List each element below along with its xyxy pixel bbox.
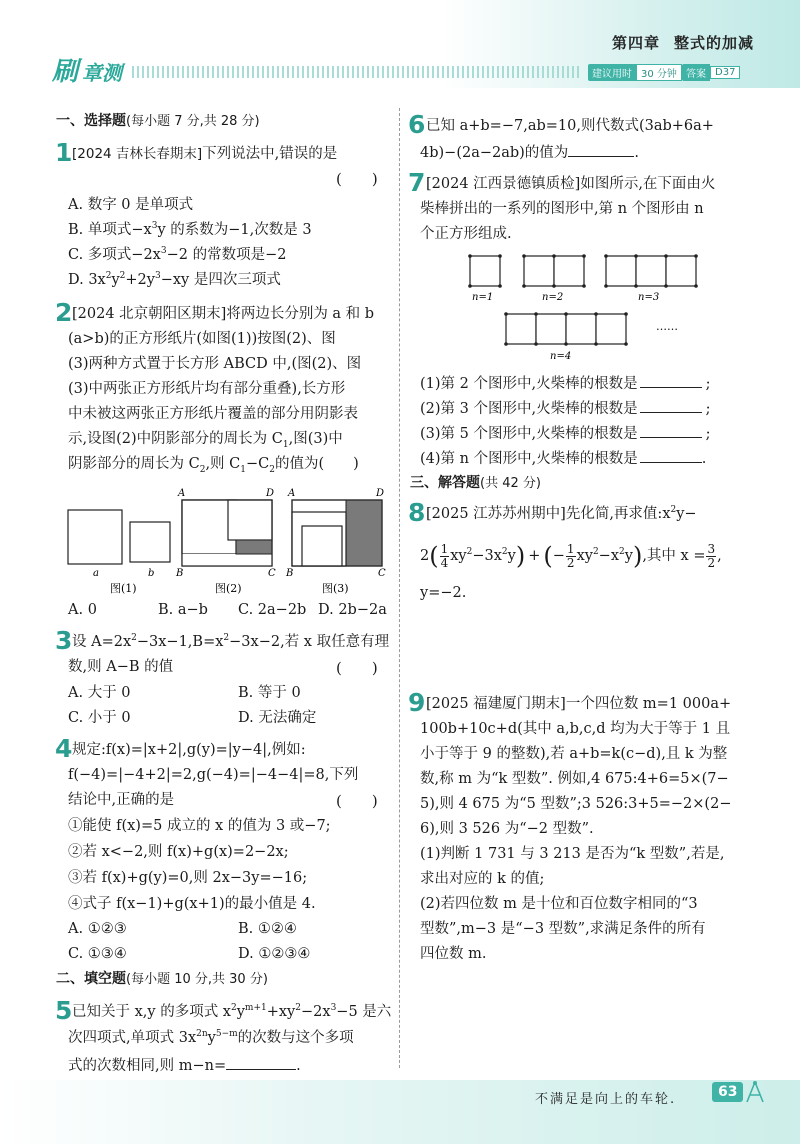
fig1-label-a: a xyxy=(93,568,99,579)
fig3-label-B: B xyxy=(286,568,294,579)
chapter-heading: 第四章 整式的加减 xyxy=(612,34,755,52)
q3-option-b[interactable]: B. 等于 0 xyxy=(238,685,301,701)
q2-option-a[interactable]: A. 0 xyxy=(68,602,97,618)
q3-line-2: 数,则 A−B 的值 xyxy=(68,659,174,675)
fig2-caption: 图(2) xyxy=(215,582,242,594)
logo-text: 章测 xyxy=(82,61,122,85)
q7-line-1: [2024 江西景德镇质检]如图所示,在下面由火 xyxy=(426,176,716,192)
label-ellipsis: …… xyxy=(656,320,678,333)
q7-blank-3[interactable] xyxy=(640,423,702,438)
q3-option-d[interactable]: D. 无法确定 xyxy=(238,710,317,726)
fig2-shade xyxy=(236,540,272,554)
label-n2: n=2 xyxy=(542,292,564,303)
question-number-3: 3 xyxy=(55,626,73,655)
q1-answer-paren[interactable]: ( ) xyxy=(336,170,378,188)
q9-line-1: [2025 福建厦门期末]一个四位数 m=1 000a+ xyxy=(426,696,732,712)
q1-option-c[interactable]: C. 多项式$-2x^3-2$ 的常数项是−2 xyxy=(68,246,287,263)
q4-option-c[interactable]: C. ①③④ xyxy=(68,946,127,962)
fig2-label-C: C xyxy=(268,568,276,579)
n4-squares xyxy=(596,314,626,344)
question-number-7: 7 xyxy=(408,168,426,197)
q9-line-6: 6),则 3 526 为“−2 型数”. xyxy=(420,821,594,837)
question-number-4: 4 xyxy=(55,734,73,763)
footer-motto: 不满足是向上的车轮. xyxy=(535,1092,677,1107)
q2-line-3: (3)两种方式置于长方形 ABCD 中,(图(2)、图 xyxy=(68,356,362,372)
q9-line-7: (1)判断 1 731 与 3 213 是否为“k 型数”,若是, xyxy=(420,846,725,862)
logo-char: 刷 xyxy=(52,57,79,87)
q2-line-4: (3)中两张正方形纸片均有部分重叠),长方形 xyxy=(68,381,346,397)
section-fill-title: 二、填空题(每小题 10 分,共 30 分) xyxy=(56,971,268,987)
q9-line-8: 求出对应的 k 的值; xyxy=(420,871,545,887)
q3-answer-paren[interactable]: ( ) xyxy=(336,659,378,677)
q2-option-c[interactable]: C. 2a−2b xyxy=(238,602,307,618)
page-number: 63 xyxy=(712,1082,743,1102)
frac-one-quarter: $\frac{1}{4}$ xyxy=(440,541,449,570)
q9-line-3: 小于等于 9 的整数),若 a+b=k(c−d),且 k 为整 xyxy=(420,746,728,762)
q5-line-2: 次四项式,单项式 $3x^{2n}y^{5-m}$的次数与这个多项 xyxy=(68,1029,354,1046)
section-choice-title: 一、选择题(每小题 7 分,共 28 分) xyxy=(56,113,260,129)
question-number-8: 8 xyxy=(408,498,426,527)
q8-line-3: y=−2. xyxy=(420,585,467,601)
fig3-label-A: A xyxy=(288,488,296,499)
fig2-label-D: D xyxy=(266,488,275,499)
q6-line-2: 4b)−(2a−2ab)的值为 . xyxy=(420,142,639,162)
question-number-6: 6 xyxy=(408,110,426,139)
q7-blank-4[interactable] xyxy=(640,448,702,463)
column-divider xyxy=(399,108,400,1068)
q4-answer-paren[interactable]: ( ) xyxy=(336,792,378,810)
q4-option-b[interactable]: B. ①②④ xyxy=(238,921,297,937)
q1-option-a[interactable]: A. 数字 0 是单项式 xyxy=(68,197,194,213)
q3-line-1: 设 $A=2x^2-3x-1,B=x^2-3x-2$,若 x 取任意有理 xyxy=(72,633,390,650)
q2-line-1: [2024 北京朝阳区期末]将两边长分别为 a 和 b xyxy=(72,306,375,322)
frac-one-half: $\frac{1}{2}$ xyxy=(566,541,575,570)
n3-squares xyxy=(666,256,696,286)
q5-line-1: 已知关于 x,y 的多项式 $x^2y^{m+1}+xy^2-2x^3-5$ 是六 xyxy=(72,1003,392,1020)
fig2-label-A: A xyxy=(178,488,186,499)
fig1-caption: 图(1) xyxy=(110,582,137,594)
q7-sub-2: (2)第 3 个图形中,火柴棒的根数是 ; xyxy=(420,398,710,418)
q7-sub-4: (4)第 n 个图形中,火柴棒的根数是 . xyxy=(420,448,706,468)
q4-statement-1: ①能使 f(x)=5 成立的 x 的值为 3 或−7; xyxy=(68,818,331,834)
question-number-9: 9 xyxy=(408,688,426,717)
n2-squares xyxy=(554,256,584,286)
dotted-rule xyxy=(132,66,580,78)
q7-blank-1[interactable] xyxy=(640,373,702,388)
q9-line-9: (2)若四位数 m 是十位和百位数字相同的“3 xyxy=(420,896,698,912)
q2-line-2: (a>b)的正方形纸片(如图(1))按图(2)、图 xyxy=(68,331,336,347)
fig1-square-b xyxy=(130,522,170,562)
q6-line-1: 已知 a+b=−7,ab=10,则代数式(3ab+6a+ xyxy=(426,118,714,134)
q2-option-d[interactable]: D. 2b−2a xyxy=(318,602,387,618)
suggested-time-tag: 建议用时 30 分钟 xyxy=(588,64,682,80)
q7-sub-1: (1)第 2 个图形中,火柴棒的根数是 ; xyxy=(420,373,710,393)
logo xyxy=(52,55,132,87)
answer-page-tag: 答案 D37 xyxy=(682,64,740,80)
q1-option-d[interactable]: D. $3x^2y^2+2y^3-xy$ 是四次三项式 xyxy=(68,271,281,288)
question-number-5: 5 xyxy=(55,996,73,1025)
q4-line-3: 结论中,正确的是 xyxy=(68,792,175,808)
fig3-label-C: C xyxy=(378,568,386,579)
q2-figures xyxy=(60,484,390,594)
q9-line-10: 型数”,m−3 是“−3 型数”,求满足条件的所有 xyxy=(420,921,706,937)
q9-line-11: 四位数 m. xyxy=(420,946,487,962)
footer-band xyxy=(0,1080,800,1144)
q7-blank-2[interactable] xyxy=(640,398,702,413)
q4-option-a[interactable]: A. ①②③ xyxy=(68,921,127,937)
compass-icon xyxy=(742,1080,768,1104)
q2-option-b[interactable]: B. a−b xyxy=(158,602,208,618)
q4-line-2: f(−4)=|−4+2|=2,g(−4)=|−4−4|=8,下列 xyxy=(68,767,359,783)
q3-option-c[interactable]: C. 小于 0 xyxy=(68,710,131,726)
q5-line-3: 式的次数相同,则 m−n= . xyxy=(68,1055,301,1075)
q5-answer-blank[interactable] xyxy=(226,1055,296,1070)
fig1-label-b: b xyxy=(148,568,155,579)
q2-line-5: 中未被这两张正方形纸片覆盖的部分用阴影表 xyxy=(68,406,358,422)
n1-square xyxy=(470,256,500,286)
q4-statement-4: ④式子 f(x−1)+g(x+1)的最小值是 4. xyxy=(68,896,316,912)
label-n1: n=1 xyxy=(472,292,494,303)
label-n3: n=3 xyxy=(638,292,660,303)
q8-expression: 2( $\frac{1}{4}$ $xy^2-3x^2y$) + (− $\frac{1}{2}$ $xy^2-x^2y$),其中 x = $\frac{3}{2}$ , xyxy=(420,541,722,570)
q7-line-3: 个正方形组成. xyxy=(420,226,512,242)
frac-three-halves: $\frac{3}{2}$ xyxy=(707,541,716,570)
fig3-shade xyxy=(346,500,382,566)
q9-line-4: 数,称 m 为“k 型数”. 例如,4 675:4+6=5×(7− xyxy=(420,771,729,787)
q1-option-b[interactable]: B. 单项式$-x^3y$ 的系数为−1,次数是 3 xyxy=(68,221,312,238)
q7-sub-3: (3)第 5 个图形中,火柴棒的根数是 ; xyxy=(420,423,710,443)
question-number-2: 2 xyxy=(55,298,73,327)
fig1-square-a xyxy=(68,510,122,564)
section-answer-title: 三、解答题(共 42 分) xyxy=(410,475,541,491)
q4-statement-3: ③若 f(x)+g(y)=0,则 2x−3y=−16; xyxy=(68,870,308,886)
q8-line-1: [2025 江苏苏州期中]先化简,再求值$:x^2y-$ xyxy=(426,505,697,522)
fig3-label-D: D xyxy=(376,488,385,499)
q4-line-1: 规定:f(x)=|x+2|,g(y)=|y−4|,例如: xyxy=(72,742,306,758)
q4-option-d[interactable]: D. ①②③④ xyxy=(238,946,311,962)
q2-line-7: 阴影部分的周长为 $C_2$,则 $C_1-C_2$的值为( ) xyxy=(68,456,359,475)
q9-line-5: 5),则 4 675 为“5 型数”;3 526:3+5=−2×(2− xyxy=(420,796,732,812)
fig2-square-b xyxy=(228,500,272,540)
q2-line-6: 示,设图(2)中阴影部分的周长为 $C_1$,图(3)中 xyxy=(68,431,343,450)
q7-line-2: 柴棒拼出的一系列的图形中,第 n 个图形由 n xyxy=(420,201,704,217)
q3-option-a[interactable]: A. 大于 0 xyxy=(68,685,131,701)
fig3-square-b xyxy=(302,526,342,566)
q6-answer-blank[interactable] xyxy=(568,142,634,157)
q4-statement-2: ②若 x<−2,则 f(x)+g(x)=2−2x; xyxy=(68,844,289,860)
label-n4: n=4 xyxy=(550,351,572,362)
fig2-label-B: B xyxy=(176,568,184,579)
q1-stem: [2024 吉林长春期末]下列说法中,错误的是 xyxy=(72,146,338,162)
q7-matchstick-figure xyxy=(460,248,750,364)
q9-line-2: 100b+10c+d(其中 a,b,c,d 均为大于等于 1 且 xyxy=(420,721,731,737)
question-number-1: 1 xyxy=(55,138,73,167)
fig3-caption: 图(3) xyxy=(322,582,349,594)
